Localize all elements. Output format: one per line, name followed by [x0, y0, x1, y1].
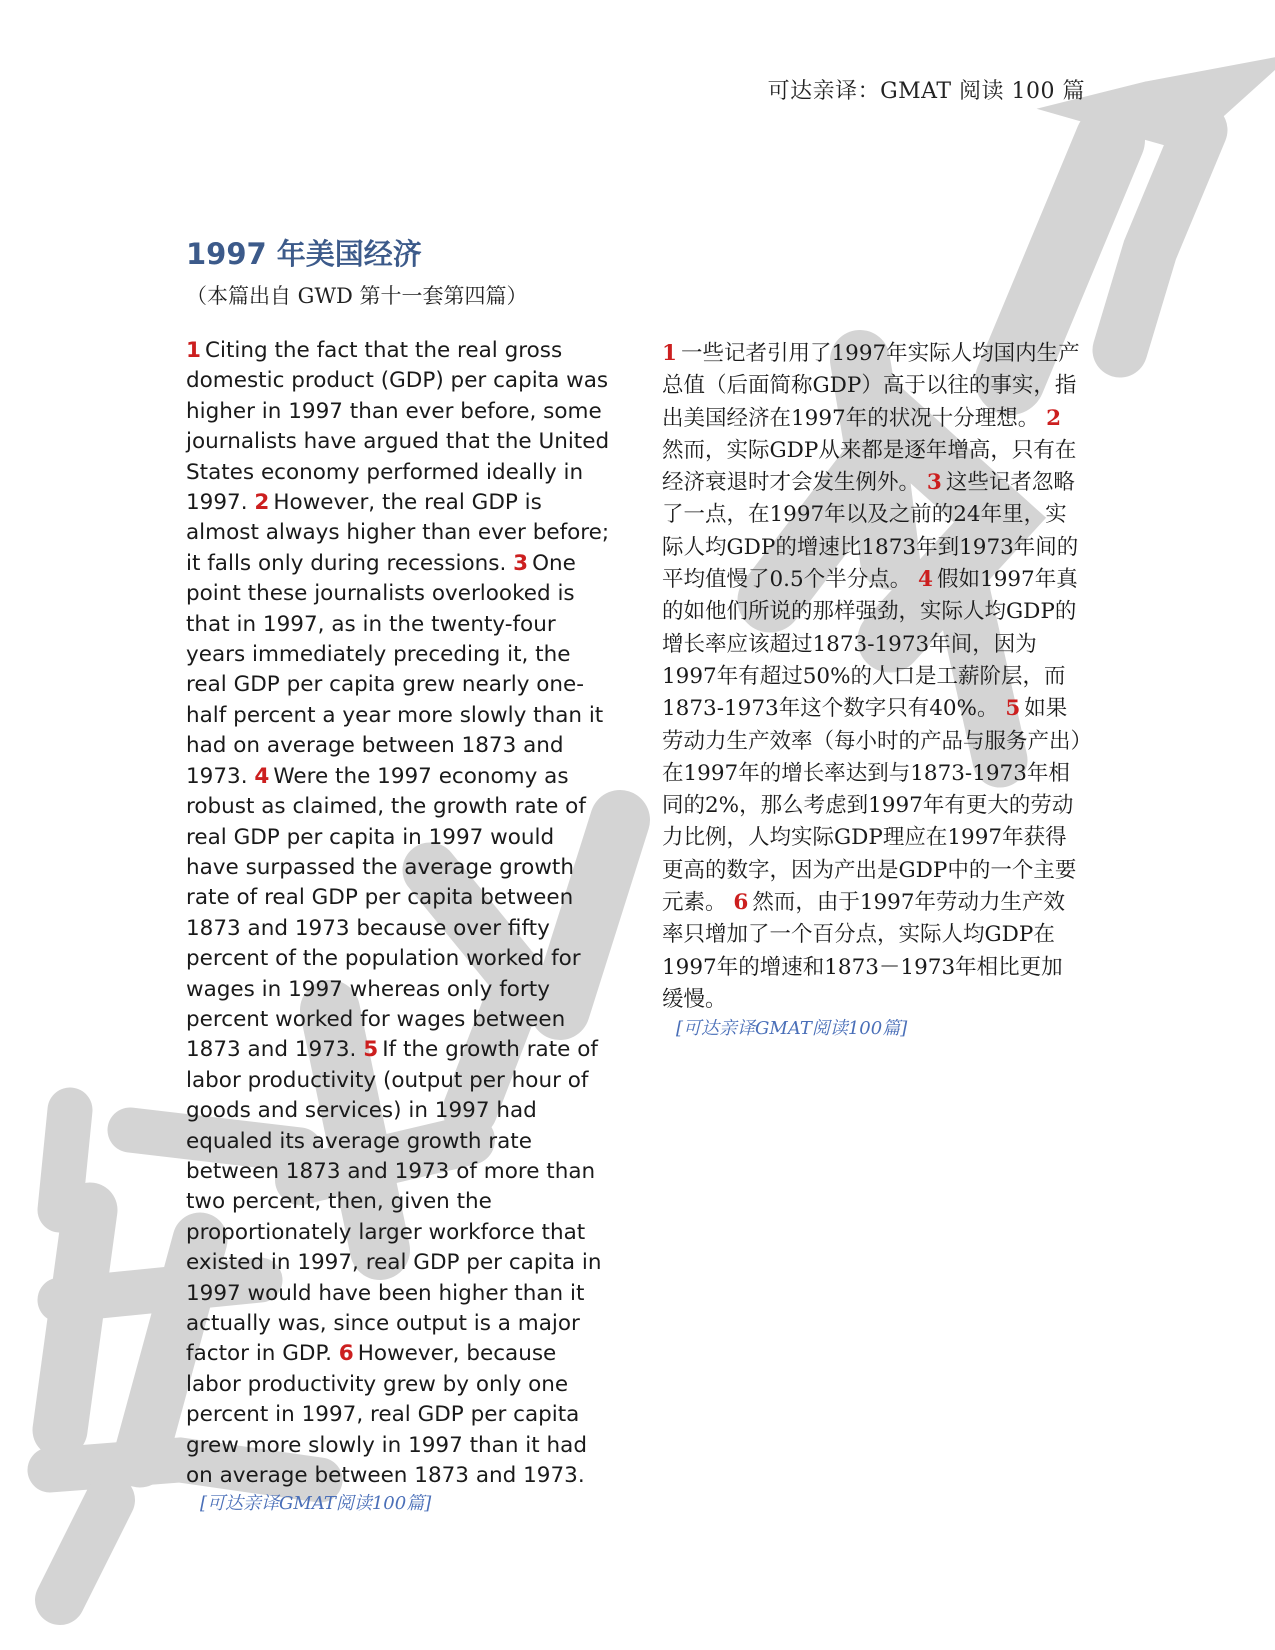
sentence-text: Citing the fact that the real gross domestic product (GDP) per capita was higher in 1997 than ever before, some journalists have argued that the United States economy performed ideally in 1997.: [186, 338, 610, 516]
article-subtitle: （本篇出自 GWD 第十一套第四篇）: [186, 284, 528, 308]
sentence-text: Were the 1997 economy as robust as claimed, the growth rate of real GDP per capita in 1997 would have surpassed the average growth rate of real GDP per capita between 1873 and 1973 because over fifty percent of the population worked for wages in 1997 whereas only forty percent worked for wages between 1873 and 1973.: [186, 763, 586, 1063]
sentence-text: 然而，由于1997年劳动力生产效率只增加了一个百分点，实际人均GDP在1997年的增速和1873－1973年相比更加缓慢。: [662, 890, 1066, 1012]
sentence-number: 2: [254, 490, 270, 516]
sentence-number: 6: [338, 1341, 354, 1367]
sentence-number: 4: [254, 763, 270, 789]
sentence-text: 一些记者引用了1997年实际人均国内生产总值（后面简称GDP）高于以往的事实，指出美国经济在1997年的状况十分理想。: [662, 341, 1080, 431]
sentence-text: 然而，实际GDP从来都是逐年增高，只有在经济衰退时才会发生例外。: [662, 437, 1077, 496]
source-note: [可达亲译GMAT阅读100篇]: [676, 1018, 908, 1040]
sentence-number: 6: [733, 890, 749, 916]
sentence-number: 3: [926, 470, 942, 496]
sentence-text: If the growth rate of labor productivity (output per hour of goods and services) in 1997 had equaled its average growth rate between 1873 and 1973 of more than two percent, then, given the proportionately larger workforce that existed in 1997, real GDP per capita in 1997 would have been higher than it actually was, since output is a major factor in GDP.: [186, 1037, 602, 1367]
sentence-number: 1: [186, 338, 201, 363]
article-title: 1997 年美国经济: [186, 237, 422, 271]
sentence-number: 3: [513, 550, 529, 576]
english-passage: [186, 336, 611, 1517]
sentence-text: One point these journalists overlooked is that in 1997, as in the twenty-four years immediately preceding it, the real GDP per capita grew nearly one-half percent a year more slowly than it had on average between 1873 and 1973.: [186, 550, 604, 789]
sentence-number: 2: [1046, 405, 1062, 431]
sentence-text: 如果劳动力生产效率（每小时的产品与服务产出）在1997年的增长率达到与1873-1973年相同的2%，那么考虑到1997年有更大的劳动力比例，人均实际GDP理应在1997年获得更高的数字，因为产出是GDP中的一个主要元素。: [662, 696, 1082, 916]
source-note: [可达亲译GMAT阅读100篇]: [200, 1493, 432, 1515]
chinese-translation: [662, 338, 1082, 1042]
sentence-number: 1: [662, 341, 677, 366]
sentence-number: 5: [363, 1037, 379, 1063]
sentence-number: 5: [1005, 696, 1021, 722]
sentence-text: However, because labor productivity grew by only one percent in 1997, real GDP per capita grew more slowly in 1997 than it had on average between 1873 and 1973.: [186, 1341, 587, 1489]
sentence-number: 4: [918, 567, 934, 593]
page-header: 可达亲译：GMAT 阅读 100 篇: [767, 79, 1085, 104]
sentence-text: 假如1997年真的如他们所说的那样强劲，实际人均GDP的增长率应该超过1873-1973年间，因为1997年有超过50%的人口是工薪阶层，而1873-1973年这个数字只有40%。: [662, 567, 1078, 722]
sentence-text: However, the real GDP is almost always higher than ever before; it falls only during recessions.: [186, 490, 610, 576]
sentence-text: 这些记者忽略了一点，在1997年以及之前的24年里，实际人均GDP的增速比1873年到1973年间的平均值慢了0.5个半分点。: [662, 470, 1079, 593]
